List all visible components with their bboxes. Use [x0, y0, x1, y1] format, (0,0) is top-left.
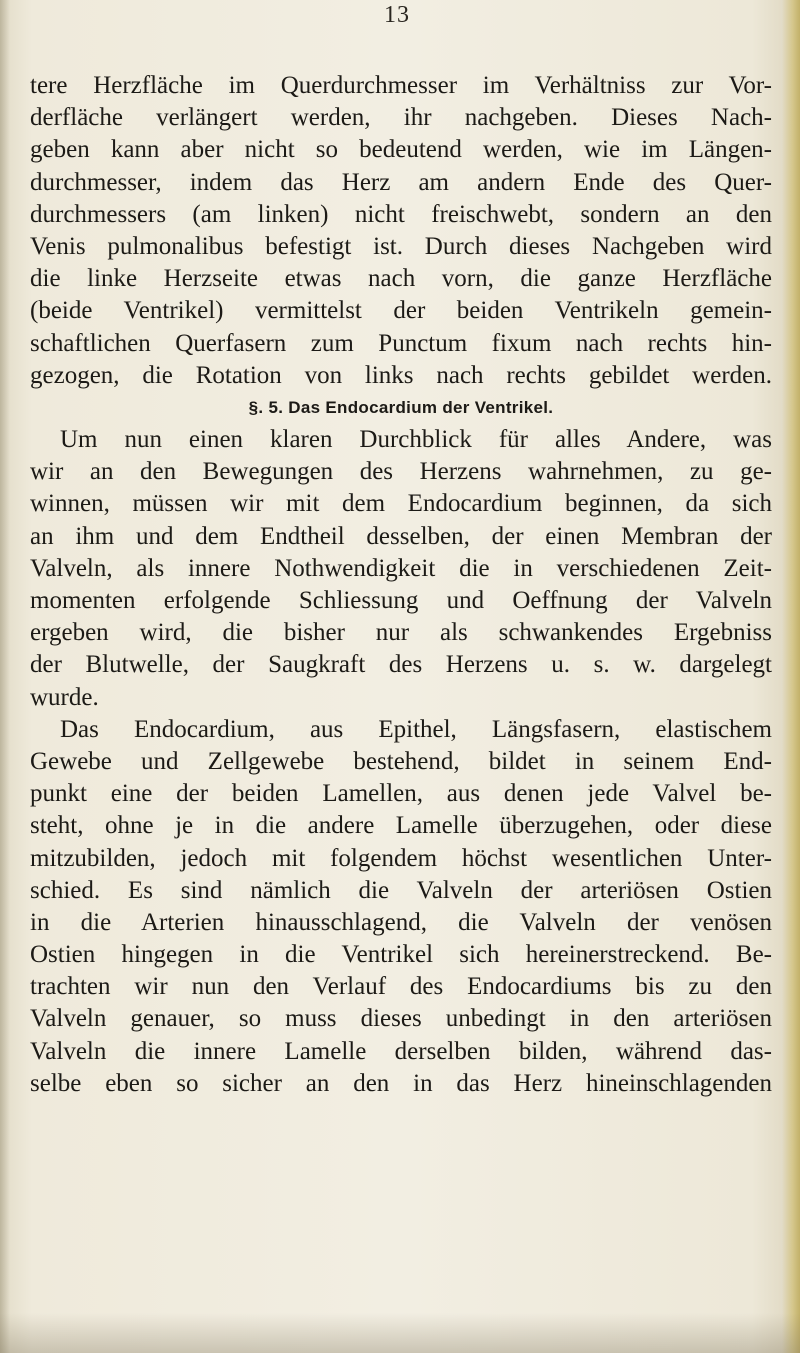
text-line: durchmessers (am linken) nicht freischwebt, sondern an den [30, 200, 772, 228]
page-bottom-shadow [0, 1313, 800, 1353]
page-edge-stain [782, 0, 800, 1353]
text-line: punkt eine der beiden Lamellen, aus denen jede Valvel be- [30, 780, 772, 808]
text-line: trachten wir nun den Verlauf des Endocardiums bis zu den [30, 973, 772, 1001]
body-text [30, 70, 772, 1100]
section-heading: §. 5. Das Endocardium der Ventrikel. [248, 397, 554, 417]
text-line: geben kann aber nicht so bedeutend werden, wie im Längen- [30, 136, 772, 164]
text-line: Gewebe und Zellgewebe bestehend, bildet in seinem End- [30, 747, 772, 775]
text-line: Valveln, als innere Nothwendigkeit die in verschiedenen Zeit- [30, 554, 772, 582]
text-line: schied. Es sind nämlich die Valveln der arteriösen Ostien [30, 876, 772, 904]
page-number: 13 [384, 2, 410, 28]
text-line: derfläche verlängert werden, ihr nachgeben. Dieses Nach- [30, 104, 772, 132]
text-line: gezogen, die Rotation von links nach rechts gebildet werden. [30, 361, 772, 389]
text-line: Valveln genauer, so muss dieses unbedingt in den arteriösen [30, 1005, 772, 1033]
text-line: steht, ohne je in die andere Lamelle überzugehen, oder diese [30, 812, 772, 840]
text-line: momenten erfolgende Schliessung und Oeffnung der Valveln [30, 587, 772, 614]
text-line: mitzubilden, jedoch mit folgendem höchst wesentlichen Unter- [30, 844, 772, 872]
text-line: wurde. [30, 683, 99, 711]
text-line: schaftlichen Querfasern zum Punctum fixum nach rechts hin- [30, 329, 772, 357]
text-line: Venis pulmonalibus befestigt ist. Durch dieses Nachgeben wird [30, 232, 772, 260]
text-line: die linke Herzseite etwas nach vorn, die ganze Herzfläche [30, 265, 772, 293]
text-line: Um nun einen klaren Durchblick für alles Andere, was [60, 426, 772, 454]
text-line: der Blutwelle, der Saugkraft des Herzens u. s. w. dargelegt [30, 651, 772, 679]
page-gutter-shadow [0, 0, 10, 1353]
text-line: Das Endocardium, aus Epithel, Längsfasern, elastischem [60, 715, 772, 743]
text-line: an ihm und dem Endtheil desselben, der einen Membran der [30, 522, 772, 550]
text-line: wir an den Bewegungen des Herzens wahrnehmen, zu ge- [30, 458, 772, 486]
text-line: in die Arterien hinausschlagend, die Valveln der venösen [30, 908, 772, 936]
text-line: selbe eben so sicher an den in das Herz hineinschlagenden [30, 1069, 772, 1097]
text-line: ergeben wird, die bisher nur als schwankendes Ergebniss [30, 619, 772, 647]
text-line: durchmesser, indem das Herz am andern Ende des Quer- [30, 168, 772, 196]
text-line: winnen, müssen wir mit dem Endocardium beginnen, da sich [30, 490, 772, 518]
text-line: Ostien hingegen in die Ventrikel sich hereinerstreckend. Be- [30, 941, 772, 969]
text-line: Valveln die innere Lamelle derselben bilden, während das- [30, 1037, 772, 1065]
text-line: tere Herzfläche im Querdurchmesser im Verhältniss zur Vor- [30, 72, 772, 99]
text-line: (beide Ventrikel) vermittelst der beiden Ventrikeln gemein- [30, 297, 772, 325]
